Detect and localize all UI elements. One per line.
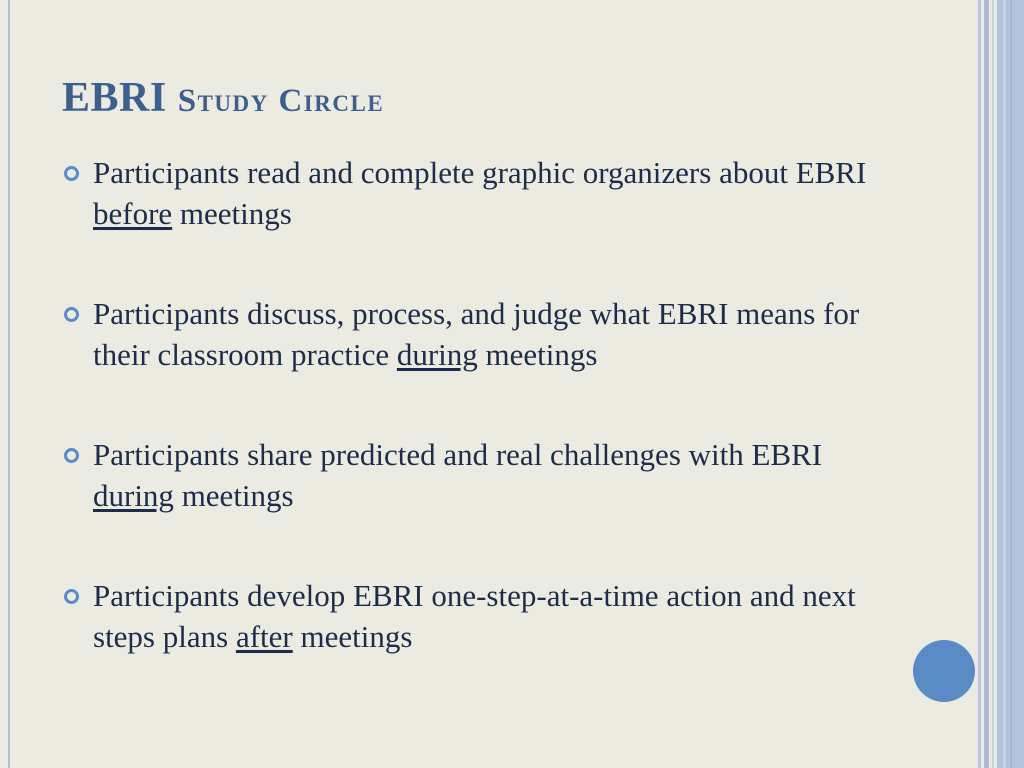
bullet-text-end: meetings xyxy=(172,196,292,231)
bullet-text-end: meetings xyxy=(477,337,598,372)
right-decorative-stripe xyxy=(992,0,994,768)
left-border-rule xyxy=(8,0,10,768)
bullet-text: Participants read and complete graphic organizers about EBRI xyxy=(93,155,867,190)
bullet-ring-icon xyxy=(64,307,79,322)
right-decorative-stripe xyxy=(1003,0,1006,768)
bullet-text-end: meetings xyxy=(292,619,413,654)
bullet-item xyxy=(62,575,892,657)
bullet-text: Participants develop EBRI one-step-at-a-time action and next steps plans xyxy=(93,578,856,654)
bullet-ring-icon xyxy=(64,448,79,463)
bullet-text: Participants share predicted and real challenges with EBRI xyxy=(93,437,823,472)
bullet-emphasis: before xyxy=(93,196,173,231)
bullet-text: Participants discuss, process, and judge what EBRI means for their classroom practice xyxy=(93,296,860,372)
bullet-text-end: meetings xyxy=(173,478,294,513)
right-decorative-stripe xyxy=(978,0,981,768)
bullet-emphasis: after xyxy=(235,619,293,654)
bullet-item xyxy=(62,293,892,375)
right-decorative-stripe xyxy=(984,0,989,768)
title-small-caps: Study Circle xyxy=(177,83,385,119)
bullet-item xyxy=(62,152,892,234)
right-decorative-stripe xyxy=(1010,0,1012,768)
bullet-ring-icon xyxy=(64,166,79,181)
decorative-circle xyxy=(913,640,975,702)
bullet-item xyxy=(62,434,892,516)
bullet-emphasis: during xyxy=(93,478,174,513)
slide-title xyxy=(62,74,384,122)
bullet-emphasis: during xyxy=(396,337,478,372)
bullet-list xyxy=(62,152,892,716)
bullet-ring-icon xyxy=(64,589,79,604)
title-main: EBRI xyxy=(62,75,167,121)
